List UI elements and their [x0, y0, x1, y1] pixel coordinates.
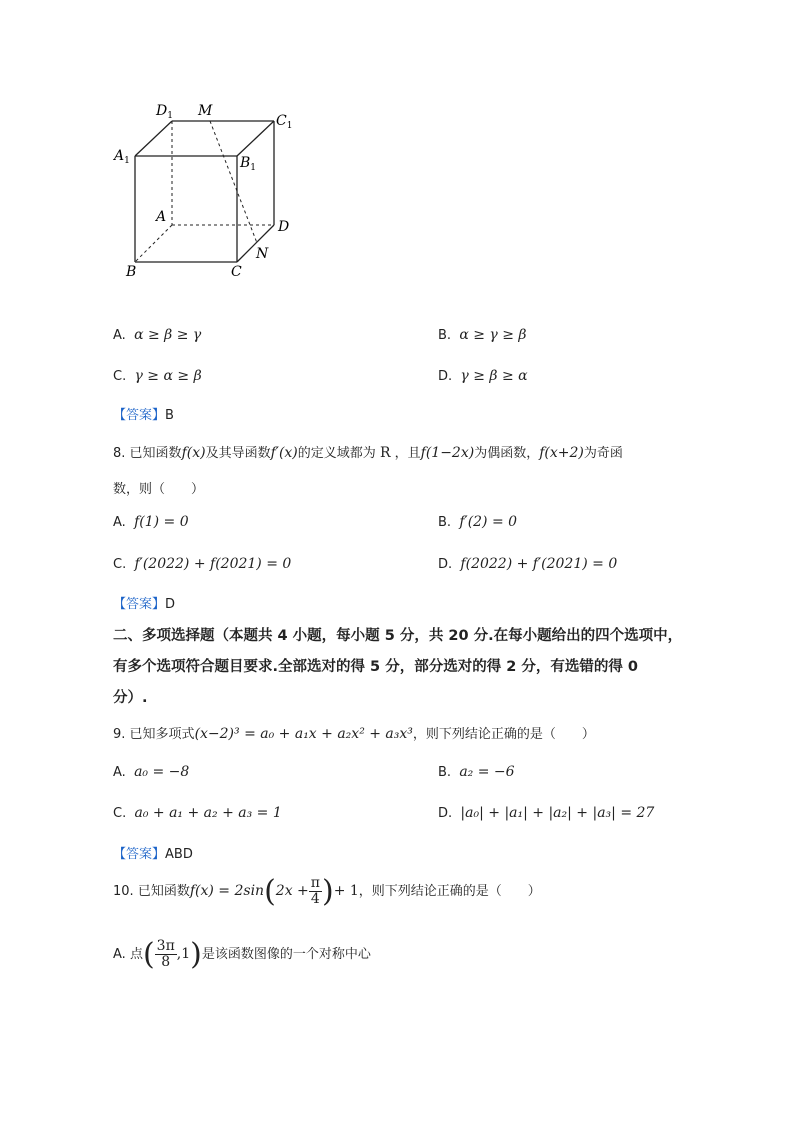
q7-option-c: C. γ ≥ α ≥ β [113, 368, 202, 384]
label-n: N [256, 246, 269, 262]
section2-line2: 有多个选项符合题目要求.全部选对的得 5 分，部分选对的得 2 分，有选错的得 0 [113, 659, 639, 675]
q8-option-b: B. f′(2) = 0 [438, 514, 518, 530]
section2-line3: 分）. [113, 690, 148, 706]
q10-frac-num: π [310, 875, 320, 891]
label-m: M [198, 103, 213, 119]
edge-a1-d1 [135, 121, 172, 156]
q7-answer: 【答案】B [113, 408, 174, 423]
q9-option-d: D. |a₀| + |a₁| + |a₂| + |a₃| = 27 [438, 805, 655, 821]
q8-option-c: C. f′(2022) + f(2021) = 0 [113, 556, 292, 572]
q10a-frac-num: 3π [156, 938, 175, 954]
q7-option-a: A. α ≥ β ≥ γ [113, 327, 202, 343]
q10a-frac-den: 8 [161, 954, 171, 970]
q8-answer: 【答案】D [113, 597, 176, 612]
label-a1: $A_1$ [114, 148, 130, 166]
q8-option-d: D. f(2022) + f′(2021) = 0 [438, 556, 618, 572]
hidden-edge-a-b [135, 225, 172, 262]
q10-frac-den: 4 [310, 891, 320, 907]
q9-answer: 【答案】ABD [113, 847, 193, 862]
label-d: D [278, 219, 290, 235]
q10-stem: 10. 已知函数f(x) = 2sin(2x + $\frac{\pi}{4}$ )+ 1，则下列结论正确的是（ ） [113, 874, 541, 909]
label-d1: $D_1$ [156, 103, 173, 121]
label-c1: $C_1$ [276, 113, 293, 131]
q8-option-a: A. f(1) = 0 [113, 514, 189, 530]
q9-option-b: B. a₂ = −6 [438, 764, 515, 780]
q7-option-d: D. γ ≥ β ≥ α [438, 368, 528, 384]
q9-option-a: A. a₀ = −8 [113, 764, 190, 780]
q10-option-a: A. 点( $\frac{3\pi}{8}$ ,1)是该函数图像的一个对称中心 [113, 937, 371, 972]
q8-stem-line1: 8. 已知函数f(x)及其导函数f′(x)的定义域都为 R ，且f(1−2x)为偶函数，f(x+2)为奇函 [113, 445, 623, 461]
label-b1: $B_1$ [240, 155, 257, 173]
edge-c1-b1 [237, 121, 274, 156]
q9-stem: 9. 已知多项式(x−2)³ = a₀ + a₁x + a₂x² + a₃x³，则下列结论正确的是（ ） [113, 726, 595, 742]
q7-option-b: B. α ≥ γ ≥ β [438, 327, 527, 343]
q8-stem-line2: 数，则（ ） [113, 482, 205, 497]
label-c: C [231, 264, 242, 280]
label-a: A [156, 209, 167, 225]
cube-figure [100, 95, 320, 285]
q9-option-c: C. a₀ + a₁ + a₂ + a₃ = 1 [113, 805, 282, 821]
label-b: B [126, 264, 137, 280]
section2-line1: 二、多项选择题（本题共 4 小题，每小题 5 分，共 20 分.在每小题给出的四个选项中， [113, 628, 683, 644]
